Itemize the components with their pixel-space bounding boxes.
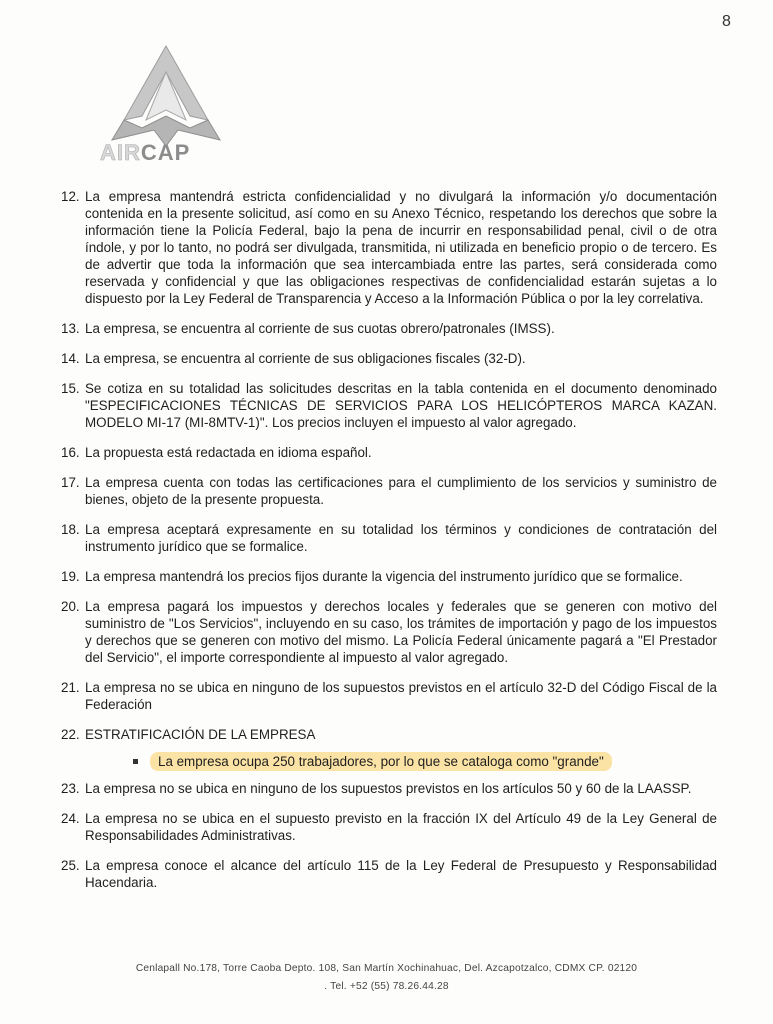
list-item bbox=[61, 810, 717, 844]
list-item bbox=[61, 521, 717, 555]
bullet-square-icon bbox=[133, 759, 138, 764]
list-item bbox=[61, 188, 717, 307]
item-text: La empresa pagará los impuestos y derechos locales y federales que se generen con motivo del suministro de "Los Servicios", incluyendo en su caso, los trámites de importación y pago de los impuestos y derechos que se generen con motivo del mismo. La Policía Federal únicamente pagará a "El Prestador del Servicio", el importe correspondiente al impuesto al valor agregado. bbox=[85, 599, 717, 665]
list-item bbox=[61, 726, 717, 743]
bullet-subitem bbox=[133, 752, 717, 771]
list-item bbox=[61, 474, 717, 508]
list-item bbox=[61, 380, 717, 431]
footer-address: Cenlapall No.178, Torre Caoba Depto. 108, San Martín Xochinahuac, Del. Azcapotzalco, CDMX CP. 02120 bbox=[135, 963, 638, 974]
item-number: 18. bbox=[61, 522, 80, 537]
item-number: 13. bbox=[61, 321, 80, 336]
item-text: ESTRATIFICACIÓN DE LA EMPRESA bbox=[85, 727, 316, 742]
aircap-logo-text bbox=[100, 140, 190, 166]
list-item bbox=[61, 350, 717, 367]
logo-text-air: AIR bbox=[100, 140, 141, 165]
list-item bbox=[61, 568, 717, 585]
item-number: 24. bbox=[61, 811, 80, 826]
list-item bbox=[61, 598, 717, 666]
list-item bbox=[61, 780, 717, 797]
item-number: 20. bbox=[61, 599, 80, 614]
item-number: 22. bbox=[61, 727, 80, 742]
item-text: La empresa no se ubica en el supuesto previsto en la fracción IX del Artículo 49 de la Ley General de Responsabilidades Administrativas. bbox=[85, 811, 717, 843]
logo-text-cap: CAP bbox=[140, 140, 191, 165]
item-text: La empresa mantendrá estricta confidencialidad y no divulgará la información y/o documentación contenida en la presente solicitud, así como en su Anexo Técnico, respetando los derechos que sobre la información tiene la Policía Federal, bajo la pena de incurrir en responsabilidad penal, civil o de otra índole, y por lo tanto, no podrá ser divulgada, transmitida, ni utilizada en beneficio propio o de tercero. Es de advertir que toda la información que sea intercambiada entre las partes, será considerada como reservada y confidencial y que las obligaciones respectivas de confidencialidad estarán sujetas a lo dispuesto por la Ley Federal de Transparencia y Acceso a la Información Pública o por la ley correlativa. bbox=[85, 189, 717, 306]
item-text: Se cotiza en su totalidad las solicitudes descritas en la tabla contenida en el documento denominado "ESPECIFICACIONES TÉCNICAS DE SERVICIOS PARA LOS HELICÓPTEROS MARCA KAZAN. MODELO MI-17 (MI-8MTV-1)". Los precios incluyen el impuesto al valor agregado. bbox=[85, 381, 717, 430]
item-text: La empresa cuenta con todas las certificaciones para el cumplimiento de los servicios y suministro de bienes, objeto de la presente propuesta. bbox=[85, 475, 717, 507]
list-item bbox=[61, 444, 717, 461]
item-number: 15. bbox=[61, 381, 80, 396]
page-number: 8 bbox=[722, 13, 731, 30]
item-number: 14. bbox=[61, 351, 80, 366]
item-text: La empresa aceptará expresamente en su totalidad los términos y condiciones de contratación del instrumento jurídico que se formalice. bbox=[85, 522, 717, 554]
item-number: 25. bbox=[61, 858, 80, 873]
highlighted-text: La empresa ocupa 250 trabajadores, por lo que se cataloga como "grande" bbox=[150, 752, 612, 771]
list-item bbox=[61, 320, 717, 337]
item-number: 21. bbox=[61, 680, 80, 695]
item-text: La empresa no se ubica en ninguno de los supuestos previstos en el artículo 32-D del Código Fiscal de la Federación bbox=[85, 680, 717, 712]
list-item bbox=[61, 857, 717, 891]
item-text: La propuesta está redactada en idioma español. bbox=[85, 445, 372, 460]
item-number: 19. bbox=[61, 569, 80, 584]
item-text: La empresa conoce el alcance del artículo 115 de la Ley Federal de Presupuesto y Responsabilidad Hacendaria. bbox=[85, 858, 717, 890]
item-text: La empresa, se encuentra al corriente de sus cuotas obrero/patronales (IMSS). bbox=[85, 321, 555, 336]
item-number: 17. bbox=[61, 475, 80, 490]
item-text: La empresa mantendrá los precios fijos durante la vigencia del instrumento jurídico que se formalice. bbox=[85, 569, 683, 584]
footer-phone: . Tel. +52 (55) 78.26.44.28 bbox=[324, 981, 449, 992]
item-number: 12. bbox=[61, 189, 80, 204]
list-item bbox=[61, 679, 717, 713]
numbered-list bbox=[61, 188, 717, 904]
footer bbox=[0, 960, 773, 996]
item-number: 23. bbox=[61, 781, 80, 796]
item-text: La empresa no se ubica en ninguno de los supuestos previstos en los artículos 50 y 60 de la LAASSP. bbox=[85, 781, 692, 796]
item-number: 16. bbox=[61, 445, 80, 460]
item-text: La empresa, se encuentra al corriente de sus obligaciones fiscales (32-D). bbox=[85, 351, 526, 366]
